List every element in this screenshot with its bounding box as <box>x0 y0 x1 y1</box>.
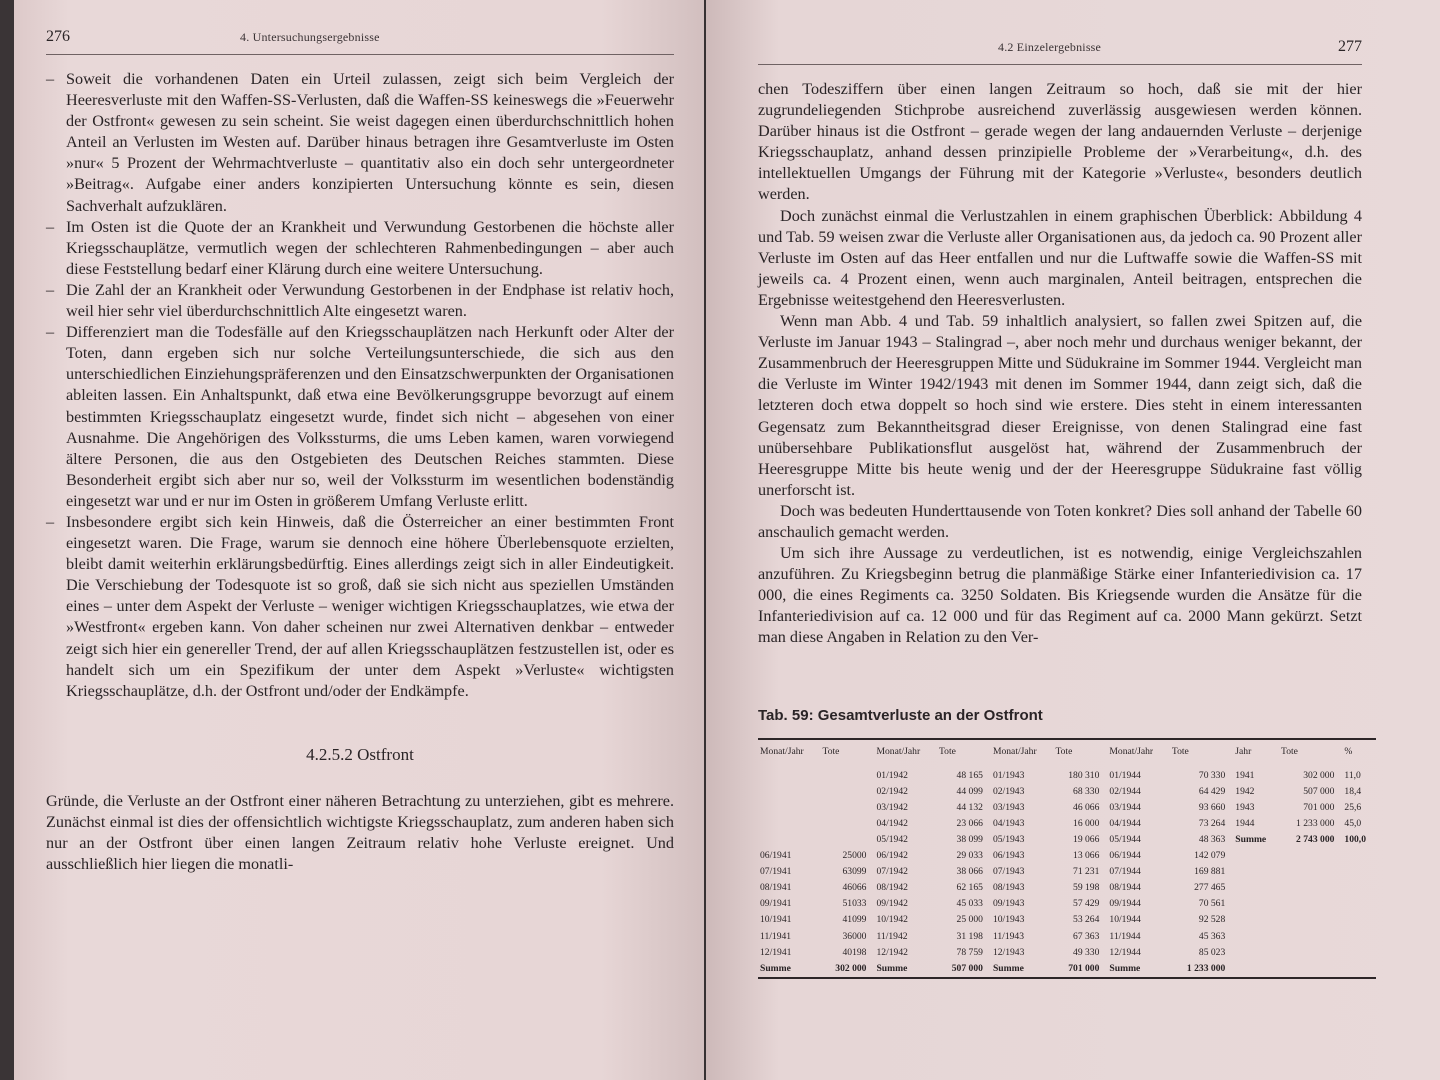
list-item: – Differenziert man die Todesfälle auf den Kriegsschauplätzen nach Herkunft oder Alter der Toten, dann ergeben sich nur solche Verteilungsunterschiede, die sich aus den unterschiedlichen Einziehungspräferenzen und den Einsatzschwerpunkten der Organisationen ableiten lassen. Ein Anhaltspunkt, daß etwa eine Bevölkerungsgruppe bevorzugt auf einem bestimmten Kriegsschauplatz eingesetzt wurde, findet sich nicht – abgesehen von einer Ausnahme. Die Angehörigen des Volkssturms, die ums Leben kamen, waren vorwiegend ältere Personen, die aus den Ostgebieten des Deutschen Reiches stammten. Diese Besonderheit ergibt sich aber nur so, weil der Volkssturm im wesentlichen bodenständig eingesetzt war und er nur im Osten in größerem Umfang Verluste erlitt. <box>46 322 674 512</box>
table-header-cell: Monat/Jahr <box>760 745 804 757</box>
table-cell: 12/1943 <box>992 946 1025 958</box>
table-cell: 18,4 <box>1344 785 1362 797</box>
table-cell: 11/1941 <box>760 930 792 942</box>
table-cell: 302 000 <box>1303 769 1335 781</box>
table-cell <box>1233 945 1279 961</box>
table-cell <box>1279 896 1342 912</box>
table-cell: 40198 <box>842 946 867 958</box>
table-cell: 36000 <box>842 930 867 942</box>
table-cell <box>1233 961 1279 978</box>
table-cell: 2 743 000 <box>1296 834 1335 845</box>
table-header-cell: Tote <box>1281 745 1298 757</box>
table-cell: 48 165 <box>956 769 983 781</box>
table-cell: 45 363 <box>1198 930 1226 942</box>
table-cell: 1 233 000 <box>1296 817 1335 829</box>
table-cell: Summe <box>1235 834 1267 845</box>
table-header-cell: Tote <box>1171 745 1189 757</box>
table-header-cell: Monat/Jahr <box>876 745 921 757</box>
table-cell: 07/1941 <box>760 866 792 878</box>
table-cell: 46066 <box>842 882 867 894</box>
findings-list <box>46 69 674 702</box>
table-cell: 49 330 <box>1073 946 1100 958</box>
table-cell: 71 231 <box>1073 866 1100 878</box>
table-cell: 09/1944 <box>1109 898 1141 910</box>
table-cell: 04/1944 <box>1109 817 1141 829</box>
table-cell: 302 000 <box>835 962 867 974</box>
table-row <box>758 880 1376 896</box>
table-cell: 03/1944 <box>1109 801 1141 813</box>
table-cell <box>1342 880 1376 896</box>
table-header-cell: Tote <box>938 745 956 757</box>
list-item: – Im Osten ist die Quote der an Krankheit und Verwundung Gestorbenen die höchste aller Kriegsschauplätze, vermutlich wegen der schlechteren Rahmenbedingungen – aber auch diese Feststellung bedarf einer Klärung durch eine weitere Untersuchung. <box>46 217 674 280</box>
table-cell: 38 066 <box>956 866 983 878</box>
table-cell: 09/1942 <box>876 898 908 910</box>
table-row <box>758 800 1376 816</box>
table-cell: Summe <box>876 962 908 974</box>
table-cell: 23 066 <box>956 817 983 829</box>
right-body-text <box>758 79 1362 649</box>
table-cell: 142 079 <box>1194 850 1226 862</box>
table-cell: 06/1944 <box>1109 850 1141 862</box>
table-cell: 1941 <box>1235 769 1255 781</box>
table-cell <box>821 768 875 784</box>
table-cell <box>1279 912 1342 928</box>
left-page-number: 276 <box>46 28 70 45</box>
table-cell <box>1342 912 1376 928</box>
table-cell: 45,0 <box>1344 817 1362 829</box>
table-cell <box>1233 848 1279 864</box>
paragraph: Doch was bedeuten Hunderttausende von Toten konkret? Dies soll anhand der Tabelle 60 anschaulich gemacht werden. <box>758 501 1362 541</box>
table-cell: 59 198 <box>1073 882 1100 894</box>
table-cell <box>1342 961 1376 978</box>
table-cell: 1 233 000 <box>1186 962 1226 974</box>
table-cell <box>1279 945 1342 961</box>
table-cell: 53 264 <box>1073 914 1100 926</box>
table-cell: 85 023 <box>1198 946 1226 958</box>
table-cell: 10/1944 <box>1109 914 1141 926</box>
table-cell: 44 132 <box>956 801 983 813</box>
table-row <box>758 848 1376 864</box>
table-cell: 05/1942 <box>876 834 908 845</box>
table-cell <box>1342 896 1376 912</box>
table-cell: 701 000 <box>1068 962 1100 974</box>
table-cell: 10/1941 <box>760 914 792 926</box>
table-cell: 06/1941 <box>760 850 792 862</box>
table-cell: 29 033 <box>956 850 983 862</box>
table-cell: 169 881 <box>1194 866 1226 878</box>
table-row <box>758 945 1376 961</box>
table-cell <box>821 800 875 816</box>
table-cell: 67 363 <box>1073 930 1100 942</box>
table-cell: 09/1941 <box>760 898 792 910</box>
table-row <box>758 784 1376 800</box>
table-cell: 12/1942 <box>876 946 908 958</box>
table-row <box>758 929 1376 945</box>
table-cell <box>758 832 821 848</box>
table-cell: 04/1943 <box>992 817 1025 829</box>
table-body <box>758 768 1376 978</box>
table-header-row <box>758 739 1376 768</box>
table-row <box>758 816 1376 832</box>
table-cell: 62 165 <box>956 882 983 894</box>
table-cell: 10/1943 <box>992 914 1025 926</box>
left-running-head <box>46 28 674 55</box>
table-cell: 45 033 <box>956 898 983 910</box>
paragraph: Um sich ihre Aussage zu verdeutlichen, ist es notwendig, einige Vergleichszahlen anzuführen. Zu Kriegsbeginn betrug die planmäßige Stärke einer Infanteriedivision ca. 17 000, die eines Regiments ca. 3250 Soldaten. Bis Kriegsende wurden die Ansätze für die Infanteriedivision auf ca. 12 000 und für das Regiment auf ca. 2000 Mann gekürzt. Setzt man diese Angaben in Relation zu den Ver- <box>758 544 1362 647</box>
table-cell <box>1233 896 1279 912</box>
table-cell: 02/1944 <box>1109 785 1141 797</box>
table-cell: 03/1942 <box>876 801 908 813</box>
table-cell: 46 066 <box>1073 801 1100 813</box>
section-heading: 4.2.5.2 Ostfront <box>306 744 414 764</box>
table-cell: 05/1943 <box>992 834 1025 845</box>
table-cell: 12/1941 <box>760 946 792 958</box>
list-item: – Die Zahl der an Krankheit oder Verwundung Gestorbenen in der Endphase ist relativ hoch, weil hier sehr viel überdurchschnittlich Alte eingesetzt waren. <box>46 280 674 322</box>
table-cell: 1944 <box>1235 817 1255 829</box>
table-cell: 08/1944 <box>1109 882 1141 894</box>
table-cell: 11/1942 <box>876 930 908 942</box>
table-cell: 08/1942 <box>876 882 908 894</box>
table-cell: 277 465 <box>1194 882 1226 894</box>
table-cell: 68 330 <box>1073 785 1100 797</box>
table-cell: 180 310 <box>1068 769 1100 781</box>
table-cell: 70 330 <box>1198 769 1226 781</box>
table-cell: 11,0 <box>1344 769 1361 781</box>
losses-table <box>758 738 1376 979</box>
table-cell <box>1279 929 1342 945</box>
table-cell: 01/1943 <box>992 769 1025 781</box>
table-cell <box>1279 848 1342 864</box>
table-cell: 63099 <box>842 866 867 878</box>
table-cell: 16 000 <box>1073 817 1100 829</box>
table-cell: 100,0 <box>1344 834 1366 845</box>
table-cell: 64 429 <box>1198 785 1226 797</box>
table-cell: 25 000 <box>956 914 983 926</box>
table-cell: 701 000 <box>1303 801 1335 813</box>
table-cell <box>821 816 875 832</box>
table-row <box>758 961 1376 978</box>
table-cell <box>1342 929 1376 945</box>
table-cell <box>1279 961 1342 978</box>
table-cell <box>821 784 875 800</box>
table-cell: 41099 <box>842 914 867 926</box>
right-running-head <box>758 38 1362 65</box>
table-header-cell: Tote <box>822 745 840 757</box>
table-cell: 51033 <box>842 898 867 910</box>
table-cell <box>758 768 821 784</box>
table-cell: 92 528 <box>1198 914 1226 926</box>
table-caption: Tab. 59: Gesamtverluste an der Ostfront <box>758 706 1043 724</box>
table-cell: 06/1943 <box>992 850 1025 862</box>
table-header-cell: Jahr <box>1235 745 1252 757</box>
table-cell: 38 099 <box>956 834 983 845</box>
table-cell: 09/1943 <box>992 898 1025 910</box>
list-item: – Insbesondere ergibt sich kein Hinweis, daß die Österreicher an einer bestimmten Front eingesetzt waren. Die Frage, warum sie dennoch eine höhere Überlebensquote erzielten, bleibt damit weiterhin erklärungsbedürftig. Eines allerdings zeigt sich in aller Eindeutigkeit. Die Verschiebung der Todesquote ist so groß, daß sie sich nicht aus speziellen Umständen eines – unter dem Aspekt der Verluste – weniger wichtigen Kriegsschauplatzes, wie etwa der »Westfront« ergeben kann. Von daher scheinen nur zwei Alternativen denkbar – entweder zeigt sich hier ein genereller Trend, der auf allen Kriegsschauplätzen festzustellen ist, oder es handelt sich um ein Spezifikum der unter dem Aspekt »Verluste« wichtigsten Kriegsschauplätze, d.h. der Ostfront und/oder der Endkämpfe. <box>46 512 674 702</box>
table-header-cell: Monat/Jahr <box>1109 745 1154 757</box>
table-header-cell: Tote <box>1055 745 1073 757</box>
table-row <box>758 912 1376 928</box>
table-cell: 07/1942 <box>876 866 908 878</box>
table-cell: 73 264 <box>1198 817 1226 829</box>
right-page <box>706 0 1440 1080</box>
table-cell: 57 429 <box>1073 898 1100 910</box>
table-cell: 02/1942 <box>876 785 908 797</box>
table-cell <box>1233 864 1279 880</box>
right-page-number: 277 <box>1338 38 1362 55</box>
table-cell: 507 000 <box>1303 785 1335 797</box>
table-cell: 11/1944 <box>1109 930 1141 942</box>
paragraph: Wenn man Abb. 4 und Tab. 59 inhaltlich analysiert, so fallen zwei Spitzen auf, die Verluste im Januar 1943 – Stalingrad –, aber noch mehr und durchaus weniger bekannt, der Zusammenbruch der Heeresgruppen Mitte und Südukraine im Sommer 1944. Vergleicht man die Verluste im Winter 1942/1943 mit denen im Sommer 1944, dann zeigt sich, daß die letzteren doch etwa doppelt so hoch sind wie erstere. Dies steht in einem interessanten Gegensatz zum Bekanntheitsgrad dieser Ereignisse, von denen Stalingrad eine fast unübersehbare Publikationsflut ausgelöst hat, während der Zusammenbruch der Heeresgruppe Mitte bis heute wenig und der der Heeresgruppe Südukraine fast völlig unerforscht ist. <box>758 312 1362 499</box>
table-cell: 07/1943 <box>992 866 1025 878</box>
table-cell: 01/1942 <box>876 769 908 781</box>
table-cell: 25,6 <box>1344 801 1362 813</box>
table-cell <box>1233 929 1279 945</box>
table-cell: 11/1943 <box>992 930 1025 942</box>
table-cell <box>758 816 821 832</box>
table-cell: 44 099 <box>956 785 983 797</box>
table-cell: Summe <box>992 962 1024 974</box>
table-cell: 05/1944 <box>1109 834 1141 845</box>
table-cell: 08/1943 <box>992 882 1025 894</box>
table-cell <box>1342 848 1376 864</box>
table-cell: 12/1944 <box>1109 946 1141 958</box>
table-cell: Summe <box>760 962 791 974</box>
table-cell: 1942 <box>1235 785 1255 797</box>
table-row <box>758 768 1376 784</box>
table-cell: 10/1942 <box>876 914 908 926</box>
table-row <box>758 864 1376 880</box>
table-cell: 03/1943 <box>992 801 1025 813</box>
table-cell: 25000 <box>842 850 867 862</box>
table-cell: 07/1944 <box>1109 866 1141 878</box>
table-cell <box>1233 880 1279 896</box>
table-cell: 04/1942 <box>876 817 908 829</box>
table-cell: 13 066 <box>1073 850 1100 862</box>
table-row <box>758 832 1376 848</box>
table-cell <box>1279 880 1342 896</box>
table-cell: 06/1942 <box>876 850 908 862</box>
table-cell: 48 363 <box>1198 834 1226 845</box>
table-cell <box>1342 945 1376 961</box>
left-running-title: 4. Untersuchungsergebnisse <box>240 30 380 44</box>
table-cell: 93 660 <box>1198 801 1226 813</box>
table-cell <box>821 832 875 848</box>
list-item: – Soweit die vorhandenen Daten ein Urteil zulassen, zeigt sich beim Vergleich der Heeresverluste mit den Waffen-SS-Verlusten, daß die Waffen-SS keineswegs die »Feuerwehr der Ostfront« gewesen zu sein scheint. Sie weist dagegen einen überdurchschnittlich hohen Anteil an Verlusten im Westen auf. Darüber hinaus betragen ihre Gesamtverluste im Osten »nur« 5 Prozent der Wehrmachtverluste – quantitativ also ein doch sehr untergeordneter »Beitrag«. Aufgabe einer anders konzipierten Untersuchung könnte es sein, diesen Sachverhalt aufzuklären. <box>46 69 674 217</box>
table-cell: 01/1944 <box>1109 769 1141 781</box>
table-cell: 08/1941 <box>760 882 792 894</box>
left-body-text <box>46 69 674 875</box>
table-cell: 507 000 <box>951 962 983 974</box>
table-cell: 31 198 <box>956 930 983 942</box>
table-row <box>758 896 1376 912</box>
table-cell <box>1233 912 1279 928</box>
paragraph: chen Todesziffern über einen langen Zeitraum so hoch, daß sie mit der hier zugrundeliegenden Stichprobe ausreichend zuverlässig ausgewiesen werden können. Darüber hinaus ist die Ostfront – gerade wegen der lang andauernden Verluste – derjenige Kriegsschauplatz, anhand dessen prinzipielle Probleme der »Verarbeitung«, d.h. des intellektuellen Umgangs der Führung mit der Kategorie »Verluste«, besonders deutlich werden. <box>758 80 1362 204</box>
left-page <box>14 0 704 1080</box>
table-cell <box>1279 864 1342 880</box>
table-cell <box>758 784 821 800</box>
table-cell <box>758 800 821 816</box>
table-cell <box>1342 864 1376 880</box>
right-running-title: 4.2 Einzelergebnisse <box>998 40 1102 54</box>
table-header-cell: Monat/Jahr <box>992 745 1037 757</box>
table-cell: 70 561 <box>1198 898 1226 910</box>
table-cell: Summe <box>1109 962 1141 974</box>
closing-paragraph: Gründe, die Verluste an der Ostfront einer näheren Betrachtung zu unterziehen, gibt es mehrere. Zunächst einmal ist dies der offensichtlich wichtigste Kriegsschauplatz, zum anderen haben sich nur an der Ostfront über einen langen Zeitraum relativ hohe Verluste ereignet. Und ausschließlich hier liegen die monatli- <box>46 791 674 874</box>
table-header-cell: % <box>1344 745 1353 757</box>
table-cell: 02/1943 <box>992 785 1025 797</box>
table-cell: 19 066 <box>1073 834 1100 845</box>
table-cell: 78 759 <box>956 946 983 958</box>
table-cell: 1943 <box>1235 801 1255 813</box>
paragraph: Doch zunächst einmal die Verlustzahlen in einem graphischen Überblick: Abbildung 4 und Tab. 59 weisen zwar die Verluste aller Organisationen aus, da jedoch ca. 90 Prozent aller Verluste im Osten auf das Heer entfallen und nur die Luftwaffe sowie die Waffen-SS mit jeweils ca. 4 Prozent einen, wenn auch marginalen, Anteil beitragen, entsprechen die Ergebnisse weitestgehend den Heeresverlusten. <box>758 206 1362 309</box>
